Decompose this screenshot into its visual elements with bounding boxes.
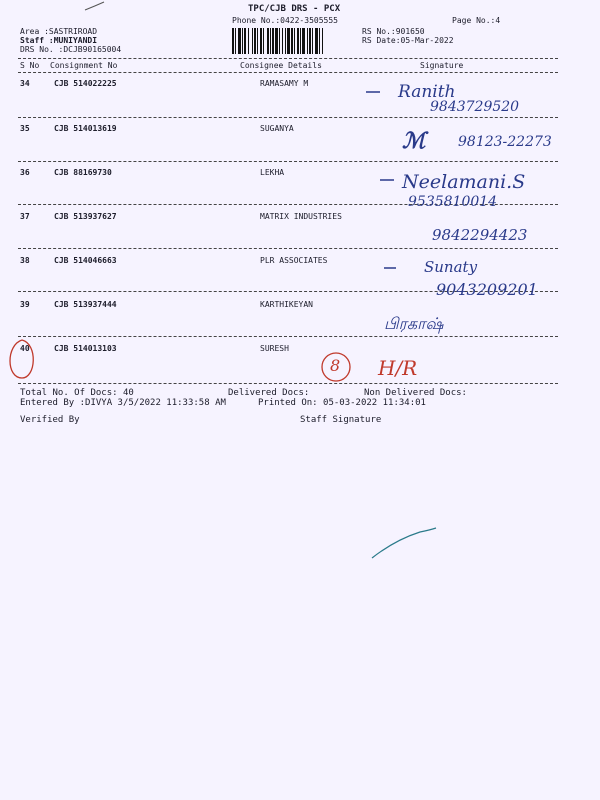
header-rule-top	[18, 58, 558, 59]
handwritten-phone: 9043209201	[436, 280, 538, 299]
row-consignment: CJB 514013103	[54, 344, 117, 353]
non-delivered-docs: Non Delivered Docs:	[364, 388, 467, 398]
printed-on: Printed On: 05-03-2022 11:34:01	[258, 398, 426, 408]
barcode-bar	[235, 28, 236, 54]
row-consignee: KARTHIKEYAN	[260, 300, 313, 309]
barcode-bar	[275, 28, 278, 54]
row-consignee: MATRIX INDUSTRIES	[260, 212, 342, 221]
barcode-bar	[260, 28, 262, 54]
drs-number: DRS No. :DCJB90165004	[20, 45, 122, 54]
row-consignment: CJB 513937627	[54, 212, 117, 221]
barcode-bar	[307, 28, 308, 54]
barcode-bar	[267, 28, 269, 54]
barcode-bar	[322, 28, 323, 54]
barcode-bar	[312, 28, 313, 54]
barcode-bar	[291, 28, 293, 54]
barcode-bar	[254, 28, 256, 54]
row-consignment: CJB 514013619	[54, 124, 117, 133]
row-sno: 35	[20, 124, 30, 133]
rs-date: RS Date:05-Mar-2022	[362, 36, 454, 45]
total-docs: Total No. Of Docs: 40	[20, 388, 134, 398]
row-sno: 39	[20, 300, 30, 309]
row-consignment: CJB 514022225	[54, 79, 117, 88]
row-divider	[18, 248, 558, 249]
barcode-bar	[242, 28, 243, 54]
handwritten-phone: 98123-22273	[458, 134, 552, 150]
row-consignment: CJB 514046663	[54, 256, 117, 265]
barcode-bar	[244, 28, 246, 54]
row-sno: 38	[20, 256, 30, 265]
col-sno: S No	[20, 61, 40, 70]
handwritten-name: Ranith	[398, 82, 456, 102]
barcode-bar	[285, 28, 286, 54]
handwritten-signature: ℳ	[402, 128, 426, 154]
page-number: Page No.:4	[452, 16, 501, 25]
staff-signature: Staff Signature	[300, 415, 382, 425]
pen-mark-top	[85, 2, 104, 10]
delivered-docs: Delivered Docs:	[228, 388, 310, 398]
phone-number: Phone No.:0422-3505555	[232, 16, 338, 25]
barcode-bar	[302, 28, 305, 54]
barcode-bar	[252, 28, 253, 54]
handwritten-phone: 9843729520	[430, 99, 520, 115]
handwritten-phone: 9535810014	[408, 194, 498, 210]
barcode-bar	[238, 28, 241, 54]
row-consignee: SURESH	[260, 344, 289, 353]
handwritten-phone: 9842294423	[432, 226, 528, 244]
barcode-bar	[263, 28, 264, 54]
header-rule-bottom	[18, 72, 558, 73]
row-sno: 34	[20, 79, 30, 88]
barcode-bar	[287, 28, 290, 54]
report-title: TPC/CJB DRS - PCX	[248, 4, 341, 14]
barcode-bar	[257, 28, 258, 54]
staff: Staff :MUNIYANDI	[20, 36, 98, 45]
rs-number: RS No.:901650	[362, 27, 425, 36]
row-sno: 37	[20, 212, 30, 221]
barcode-bar	[232, 28, 234, 54]
row-consignment: CJB 513937444	[54, 300, 117, 309]
row-consignee: PLR ASSOCIATES	[260, 256, 328, 265]
row-divider	[18, 117, 558, 118]
row-sno: 36	[20, 168, 30, 177]
barcode-bar	[282, 28, 283, 54]
area: Area :SASTRIROAD	[20, 27, 98, 36]
barcode-bar	[248, 28, 249, 54]
entered-by: Entered By :DIVYA 3/5/2022 11:33:58 AM	[20, 398, 226, 408]
barcode-bar	[270, 28, 271, 54]
barcode-bar	[297, 28, 299, 54]
handwritten-tamil-name: பிரகாஷ்	[384, 314, 444, 333]
row-consignee: RAMASAMY M	[260, 79, 309, 88]
table-end-rule	[18, 383, 558, 384]
barcode-bar	[315, 28, 318, 54]
handwritten-mark: 8	[330, 356, 341, 375]
signature-scribble-bottom	[372, 528, 436, 558]
row-consignee: SUGANYA	[260, 124, 294, 133]
row-divider	[18, 336, 558, 337]
barcode-bar	[272, 28, 274, 54]
handwritten-note: H/R	[378, 356, 418, 380]
row-consignment: CJB 88169730	[54, 168, 112, 177]
verified-by: Verified By	[20, 415, 80, 425]
barcode	[232, 28, 323, 54]
row-sno: 40	[20, 344, 30, 353]
barcode-bar	[294, 28, 295, 54]
handwritten-name: Sunaty	[424, 258, 478, 276]
row-divider	[18, 161, 558, 162]
row-consignee: LEKHA	[260, 168, 285, 177]
col-signature: Signature	[420, 61, 464, 70]
barcode-bar	[300, 28, 301, 54]
barcode-bar	[279, 28, 280, 54]
barcode-bar	[309, 28, 311, 54]
barcode-bar	[319, 28, 320, 54]
handwritten-name: Neelamani.S	[402, 171, 526, 193]
col-consignment: Consignment No	[50, 61, 118, 70]
col-consignee: Consignee Details	[240, 61, 322, 70]
